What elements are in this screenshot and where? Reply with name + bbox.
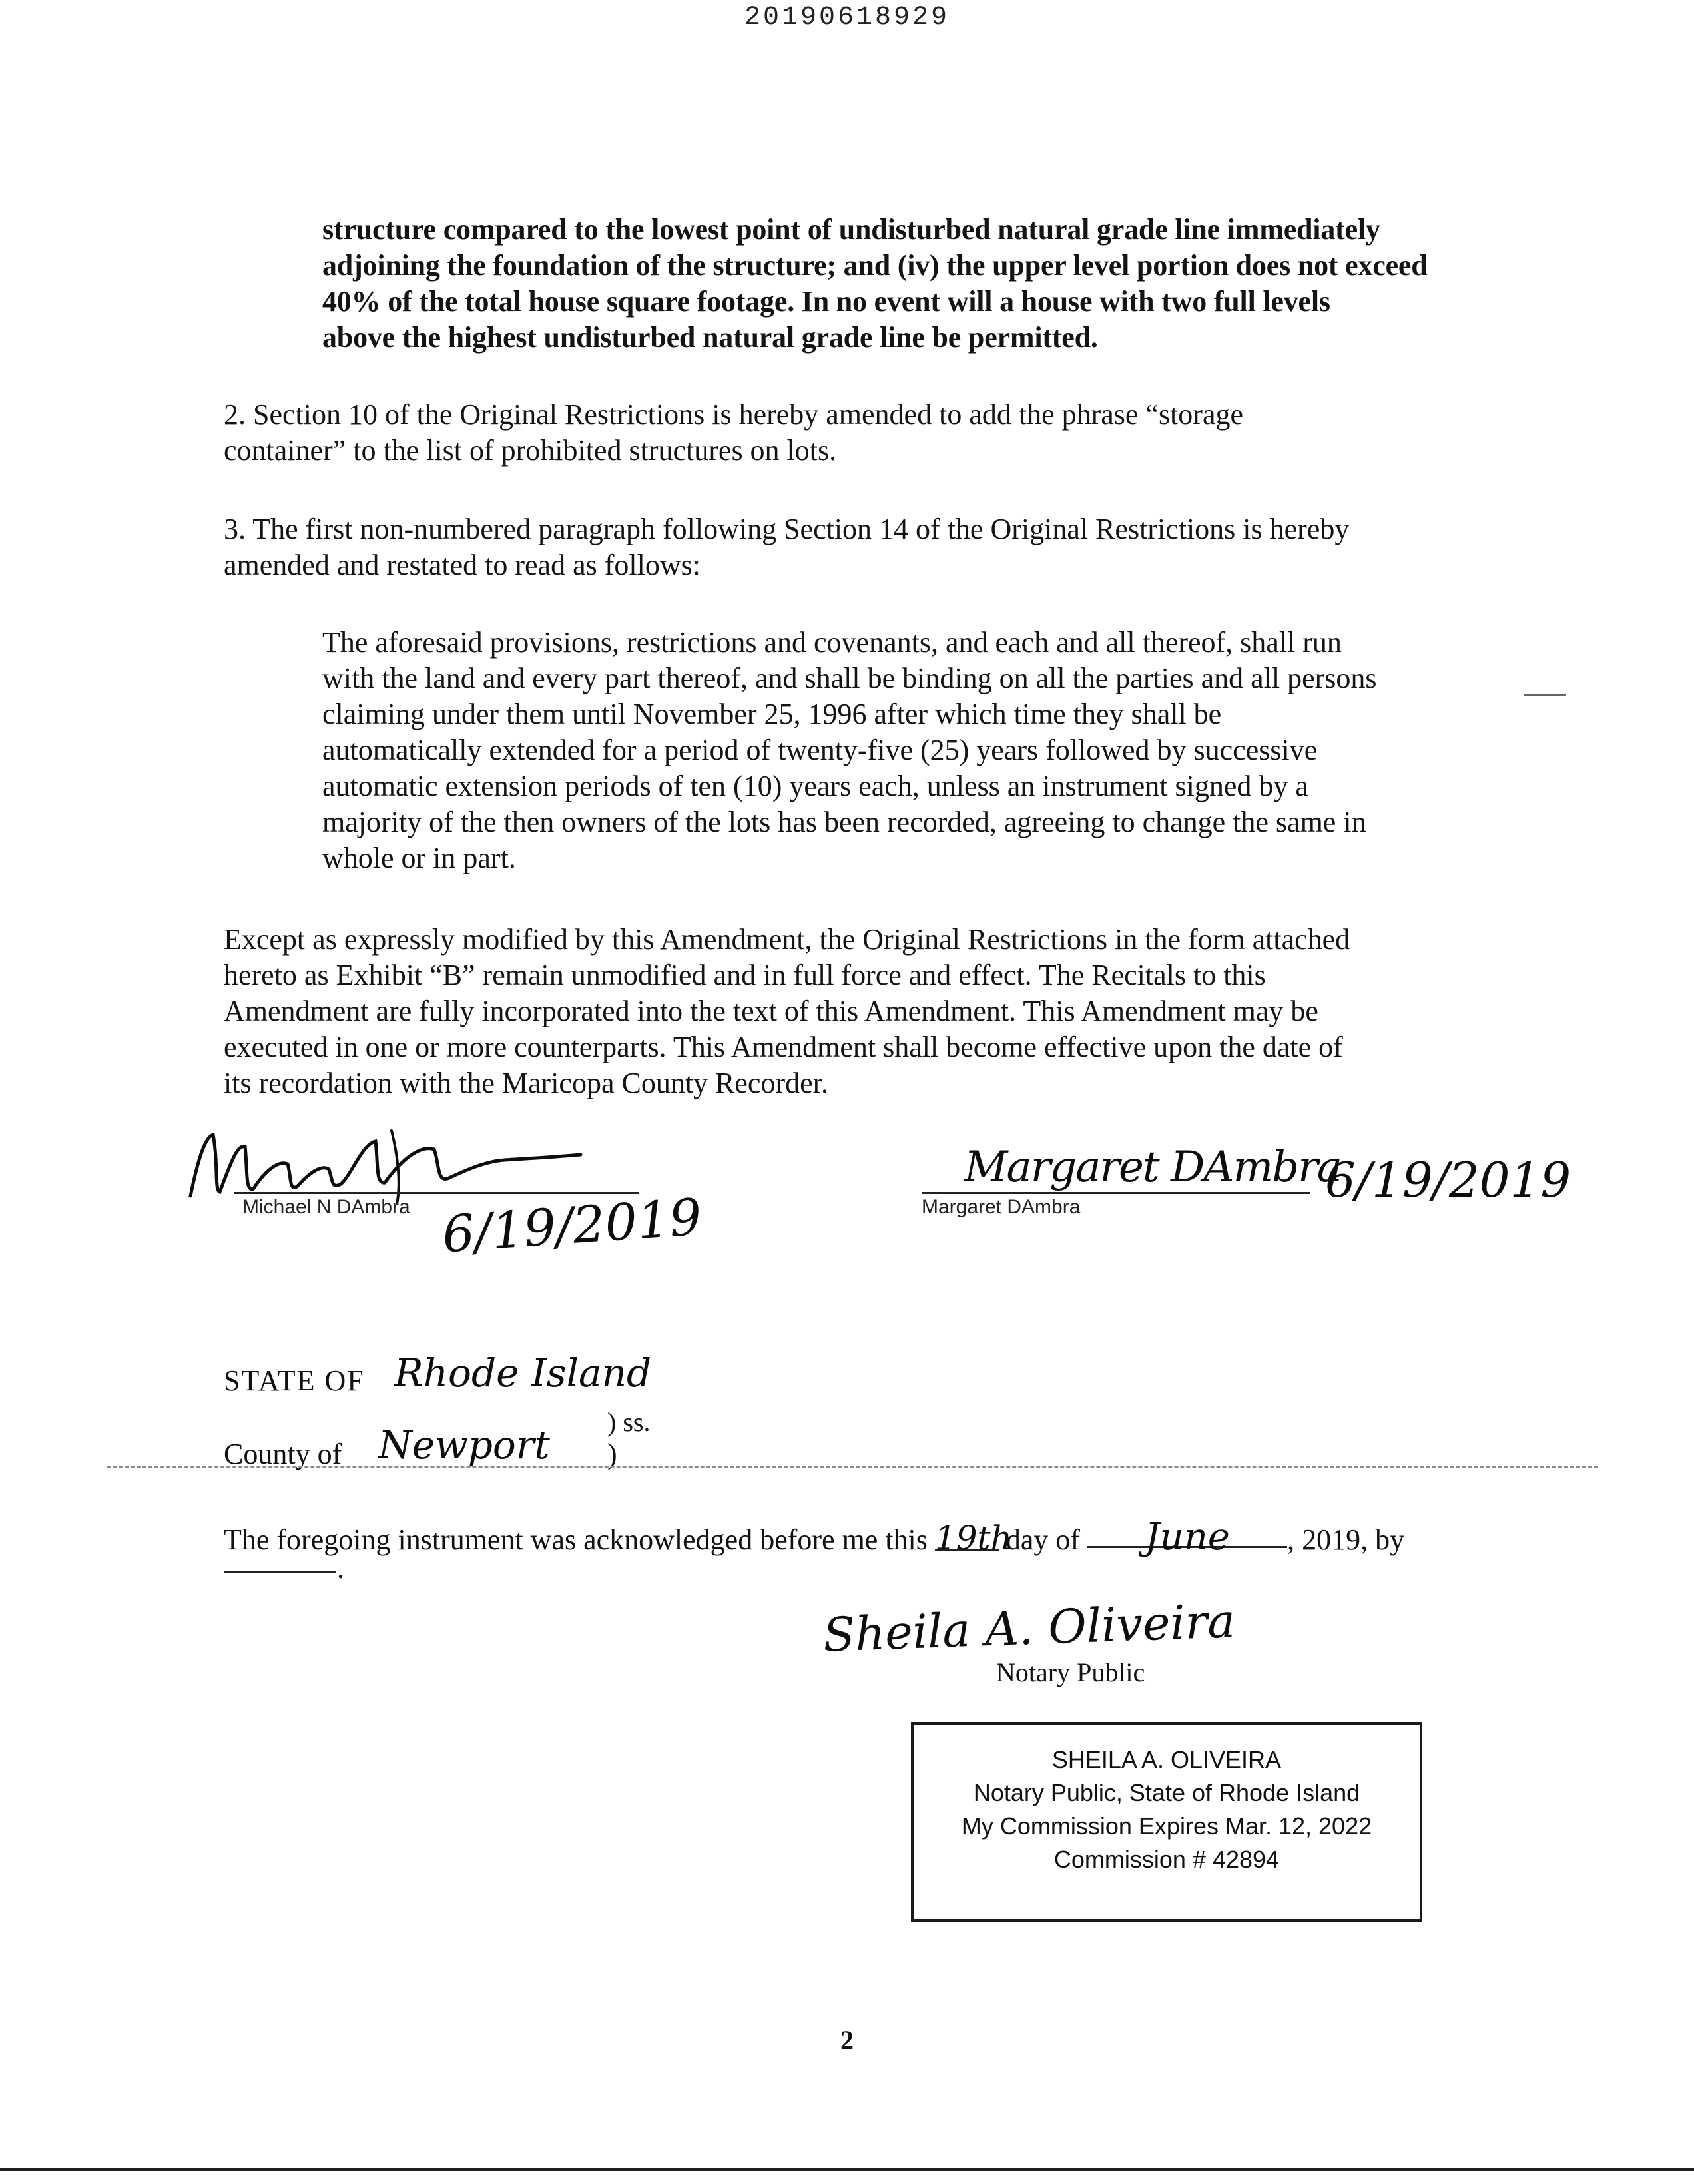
ack-day-blank <box>934 1519 1012 1557</box>
ack-month-blank <box>1087 1515 1287 1559</box>
state-value: Rhode Island <box>394 1350 652 1396</box>
ack-by-blank <box>224 1571 336 1573</box>
signer-2-signature: Margaret DAmbra <box>964 1143 1341 1192</box>
stamp-expires: My Commission Expires Mar. 12, 2022 <box>961 1812 1372 1840</box>
quoted-restriction-paragraph: The aforesaid provisions, restrictions and covenants, and each and all thereof, shall run with the land and every part thereof, and shall be binding on all the parties and all persons claiming under them until November 25, 1996 after which time they shall be automatically extended for a period of twenty-five (25) years followed by successive automatic extension periods of ten (10) years each, unless an instrument signed by a majority of the then owners of the lots has been recorded, agreeing to change the same in whole or in part. <box>322 626 1377 874</box>
ack-day-value: 19th <box>934 1519 1012 1557</box>
paragraph-except-clause: Except as expressly modified by this Amendment, the Original Restrictions in the form attached hereto as Exhibit “B” remain unmodified and in full force and effect. The Recitals to this Amendment are fully incorporated into the text of this Amendment. This Amendment may be executed in one or more counterparts. This Amendment shall become effective upon the date of its recordation with the Maricopa County Recorder. <box>224 923 1350 1099</box>
paragraph-section-2: 2. Section 10 of the Original Restrictions is hereby amended to add the phrase “storage container” to the list of prohibited structures on lots. <box>224 398 1244 467</box>
county-value: Newport <box>378 1422 550 1468</box>
signer-1-name: Michael N DAmbra <box>242 1196 410 1218</box>
ack-by-end: . <box>337 1552 344 1585</box>
county-close-paren: ) <box>607 1438 617 1470</box>
signer-1-date: 6/19/2019 <box>440 1187 704 1264</box>
state-label: STATE OF <box>224 1364 365 1397</box>
dashed-separator <box>107 1466 1598 1468</box>
bottom-rule <box>0 2168 1694 2171</box>
acknowledgment-sentence <box>224 1515 1404 1557</box>
signature-line-1 <box>234 1192 639 1194</box>
ack-day-label: day of <box>1005 1523 1081 1556</box>
signer-2-name: Margaret DAmbra <box>922 1196 1081 1218</box>
county-label: County of <box>224 1438 342 1470</box>
document-number: 20190618929 <box>744 3 950 33</box>
stamp-name: SHEILA A. OLIVEIRA <box>1051 1746 1282 1773</box>
notary-stamp <box>911 1722 1422 1922</box>
stamp-title: Notary Public, State of Rhode Island <box>973 1779 1360 1806</box>
stamp-commission: Commission # 42894 <box>1053 1846 1280 1873</box>
margin-mark <box>1524 694 1566 696</box>
notary-title: Notary Public <box>996 1657 1145 1687</box>
notary-signature: Sheila A. Oliveira <box>822 1593 1237 1663</box>
page-number: 2 <box>840 2025 854 2055</box>
signature-line-2 <box>922 1192 1310 1194</box>
signer-2-date: 6/19/2019 <box>1325 1152 1571 1208</box>
ss-label: ) ss. <box>607 1407 651 1437</box>
paragraph-continued: structure compared to the lowest point of undisturbed natural grade line immediately adjoining the foundation of the structure; and (iv) the upper level portion does not exceed 40% of the total house square footage. In no event will a house with two full levels above the highest undisturbed natural grade line be permitted. <box>322 213 1428 354</box>
ack-year-text: , 2019, by <box>1287 1523 1405 1556</box>
ack-sentence-start: The foregoing instrument was acknowledged before me this <box>224 1523 928 1556</box>
ack-month-value: June <box>1145 1515 1230 1559</box>
paragraph-section-3: 3. The first non-numbered paragraph following Section 14 of the Original Restrictions is hereby amended and restated to read as follows: <box>224 513 1350 581</box>
